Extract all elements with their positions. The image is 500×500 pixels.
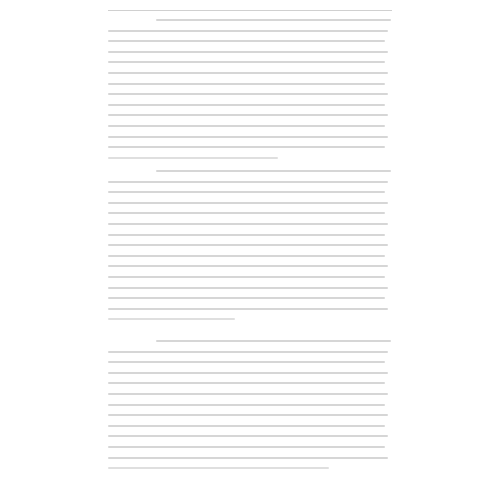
paragraph-bio-3 [108, 340, 391, 478]
paragraph-bio-1 [108, 19, 391, 167]
paragraph-bio-2 [108, 170, 391, 329]
header-rule [108, 10, 392, 11]
